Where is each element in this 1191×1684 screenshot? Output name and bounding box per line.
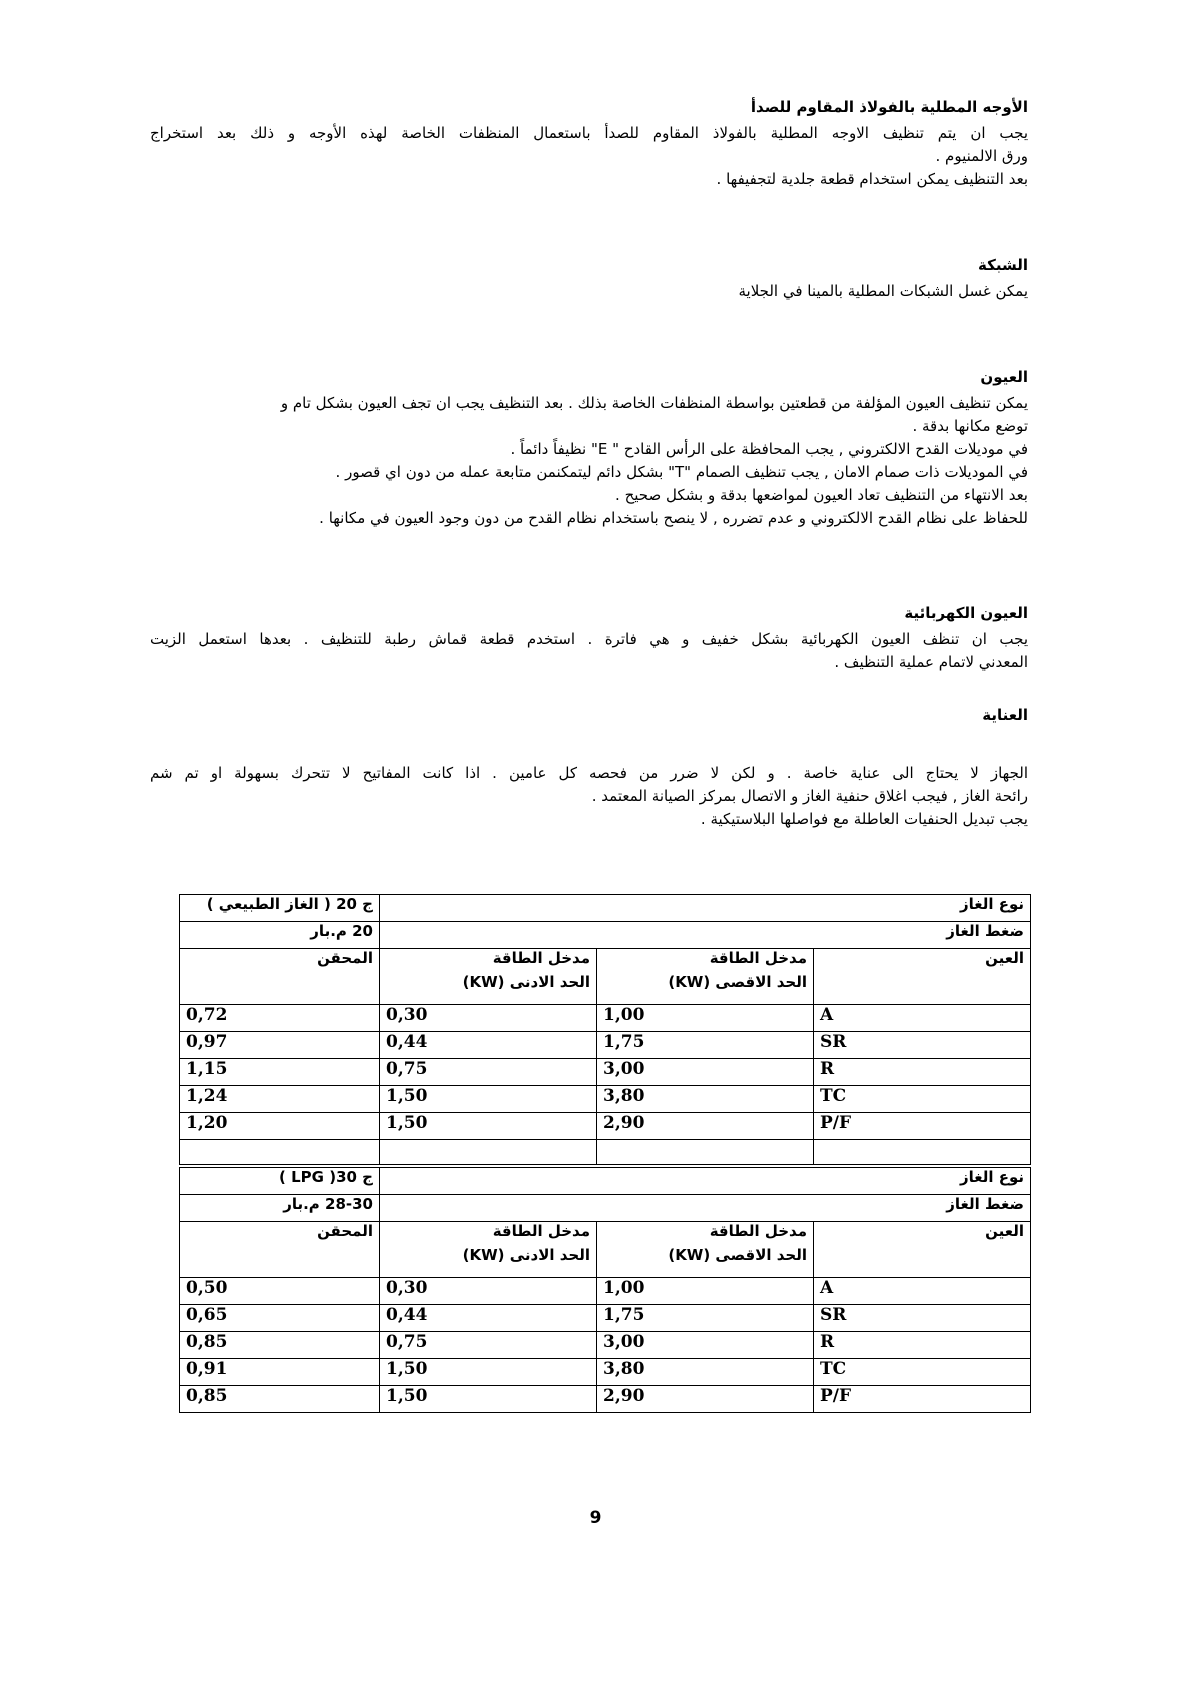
cell-min: 0,44 [380,1305,597,1332]
cell-injector: 1,20 [180,1113,380,1140]
cell-eye: P/F [814,1386,1031,1413]
cell-eye: A [814,1278,1031,1305]
cell-eye: TC [814,1359,1031,1386]
empty-cell [814,1140,1031,1165]
section-title: العيون [980,368,1028,386]
col-injector-header: المحقن [180,1222,380,1278]
cell-injector: 0,50 [180,1278,380,1305]
header-top: مدخل الطاقة [709,949,807,967]
cell-max: 1,75 [597,1305,814,1332]
pressure-value: 28-30 م.بار [180,1195,380,1222]
cell-eye: R [814,1059,1031,1086]
page-number: 9 [589,1508,602,1528]
table-header-row [180,1222,1031,1278]
cell-eye: R [814,1332,1031,1359]
header-top: مدخل الطاقة [709,1222,807,1240]
section-stainless-steel [150,96,1028,191]
paragraph-line: يجب تبديل الحنفيات العاطلة مع فواصلها البلاستيكية . [700,810,1028,828]
cell-min: 0,30 [380,1278,597,1305]
empty-cell [597,1140,814,1165]
paragraph-line: للحفاظ على نظام القدح الالكتروني و عدم تضرره , لا ينصح باستخدام نظام القدح من دون وجود العيون في مكانها . [319,509,1028,527]
table-row [180,1278,1031,1305]
table-row [180,922,1031,949]
gas-type-value: ج 20 ( الغاز الطبيعي ) [180,895,380,922]
section-grate [150,254,1028,303]
pressure-label: ضغط الغاز [380,922,1031,949]
section-title: الأوجه المطلية بالفولاذ المقاوم للصدأ [750,98,1028,116]
col-eye-header: العين [814,949,1031,1005]
paragraph-line: يجب ان تنظف العيون الكهربائية بشكل خفيف و هي فاترة . استخدم قطعة قماش رطبة للتنظيف . بعدها استعمل الزيت [150,630,1028,648]
gas-type-label: نوع الغاز [380,1168,1031,1195]
paragraph-line: يمكن تنظيف العيون المؤلفة من قطعتين بواسطة المنظفات الخاصة بذلك . بعد التنظيف يجب ان تجف العيون بشكل تام و [280,394,1028,412]
table-row [180,1168,1031,1195]
gas-table [179,1167,1031,1413]
table-row [180,1113,1031,1140]
cell-max: 1,00 [597,1005,814,1032]
col-min-header [380,949,597,1005]
table-row [180,1086,1031,1113]
cell-eye: A [814,1005,1031,1032]
cell-max: 1,00 [597,1278,814,1305]
header-bottom: الحد الاقصى (KW) [668,973,807,991]
paragraph-line: يمكن غسل الشبكات المطلية بالمينا في الجلاية [738,282,1028,300]
paragraph-line: الجهاز لا يحتاج الى عناية خاصة . و لكن لا ضرر من فحصه كل عامين . اذا كانت المفاتيح لا تتحرك بسهولة او تم شم [150,764,1028,782]
paragraph-line: في موديلات القدح الالكتروني , يجب المحافظة على الرأس القادح " E" نظيفاً دائماً . [510,440,1028,458]
table-row [180,1195,1031,1222]
cell-eye: SR [814,1032,1031,1059]
cell-max: 3,80 [597,1359,814,1386]
cell-max: 3,00 [597,1332,814,1359]
table-header-row [180,949,1031,1005]
header-top: مدخل الطاقة [492,949,590,967]
cell-max: 3,80 [597,1086,814,1113]
col-injector-header: المحقن [180,949,380,1005]
table-row [180,1332,1031,1359]
col-max-header [597,1222,814,1278]
paragraph-line: المعدني لاتمام عملية التنظيف . [834,653,1028,671]
cell-min: 1,50 [380,1113,597,1140]
cell-injector: 0,72 [180,1005,380,1032]
pressure-value: 20 م.بار [180,922,380,949]
cell-min: 0,75 [380,1059,597,1086]
gas-type-label: نوع الغاز [380,895,1031,922]
paragraph-line: ورق الالمنيوم . [935,147,1028,165]
cell-min: 0,44 [380,1032,597,1059]
cell-injector: 0,85 [180,1386,380,1413]
gas-table [179,894,1031,1165]
header-bottom: الحد الاقصى (KW) [668,1246,807,1264]
header-bottom: الحد الادنى (KW) [462,1246,590,1264]
section-burners [150,366,1028,530]
col-min-header [380,1222,597,1278]
gas-type-value: ج 30( LPG ) [180,1168,380,1195]
cell-min: 1,50 [380,1086,597,1113]
table-empty-row [180,1140,1031,1165]
paragraph-line: يجب ان يتم تنظيف الاوجه المطلية بالفولاذ المقاوم للصدأ باستعمال المنظفات الخاصة لهذه الأوجه و ذلك بعد استخراج [150,124,1028,142]
paragraph-line: توضع مكانها بدقة . [912,417,1028,435]
cell-injector: 1,15 [180,1059,380,1086]
section-title: الشبكة [978,256,1028,274]
cell-max: 2,90 [597,1113,814,1140]
section-title: العيون الكهربائية [904,604,1028,622]
table-row [180,1386,1031,1413]
section-care [150,762,1028,831]
table-row [180,1305,1031,1332]
header-top: مدخل الطاقة [492,1222,590,1240]
cell-min: 0,75 [380,1332,597,1359]
section-electric-burners [150,602,1028,674]
cell-injector: 0,91 [180,1359,380,1386]
cell-eye: P/F [814,1113,1031,1140]
empty-cell [380,1140,597,1165]
cell-injector: 1,24 [180,1086,380,1113]
cell-max: 2,90 [597,1386,814,1413]
paragraph-line: بعد التنظيف يمكن استخدام قطعة جلدية لتجفيفها . [716,170,1028,188]
paragraph-line: في الموديلات ذات صمام الامان , يجب تنظيف الصمام "T" بشكل دائم ليتمكنمن متابعة عمله من دون اي قصور . [335,463,1028,481]
paragraph-line: رائحة الغاز , فيجب اغلاق حنفية الغاز و الاتصال بمركز الصيانة المعتمد . [591,787,1028,805]
cell-min: 1,50 [380,1359,597,1386]
cell-min: 1,50 [380,1386,597,1413]
table-row [180,895,1031,922]
table-row [180,1032,1031,1059]
paragraph-line: بعد الانتهاء من التنظيف تعاد العيون لمواضعها بدقة و بشكل صحيح . [615,486,1028,504]
section-title: العناية [982,706,1028,724]
cell-max: 1,75 [597,1032,814,1059]
cell-injector: 0,85 [180,1332,380,1359]
empty-cell [180,1140,380,1165]
cell-injector: 0,65 [180,1305,380,1332]
section-care-heading [150,704,1028,730]
table-row [180,1059,1031,1086]
col-max-header [597,949,814,1005]
cell-injector: 0,97 [180,1032,380,1059]
cell-min: 0,30 [380,1005,597,1032]
col-eye-header: العين [814,1222,1031,1278]
table-row [180,1359,1031,1386]
table-row [180,1005,1031,1032]
gas-table-natural [180,894,1031,1165]
cell-eye: TC [814,1086,1031,1113]
gas-table-lpg [180,1167,1031,1413]
cell-max: 3,00 [597,1059,814,1086]
header-bottom: الحد الادنى (KW) [462,973,590,991]
cell-eye: SR [814,1305,1031,1332]
pressure-label: ضغط الغاز [380,1195,1031,1222]
